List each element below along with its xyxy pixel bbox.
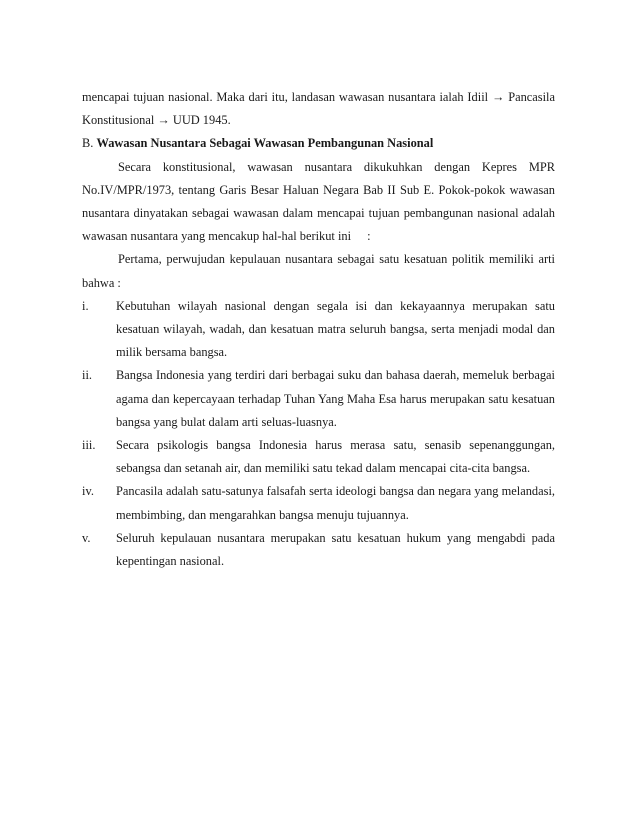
list-item [82,527,555,573]
roman-numeral-list [82,295,555,573]
list-item-text: Kebutuhan wilayah nasional dengan segala isi dan kekayaannya merupakan satu kesatuan wilayah, wadah, dan kesatuan matra seluruh bangsa, serta menjadi modal dan milik bersama bangsa. [116,298,555,360]
list-marker: ii. [82,368,92,383]
list-item [82,480,555,526]
paragraph-constitutional-text: Secara konstitusional, wawasan nusantara dikukuhkan dengan Kepres MPR No.IV/MPR/1973, tentang Garis Besar Haluan Negara Bab II Sub E. Pokok-pokok wawasan nusantara dinyatakan sebagai wawasan dalam mencapai tujuan pembangunan nasional adalah wawasan nusantara yang mencakup hal-hal berikut ini [82,159,555,244]
list-item-text: Pancasila adalah satu-satunya falsafah serta ideologi bangsa dan negara yang melandasi, membimbing, dan mengarahkan bangsa menuju tujuannya. [116,484,555,522]
intro-paragraph: mencapai tujuan nasional. Maka dari itu, landasan wawasan nusantara ialah Idiil → Pancasila Konstitusional → UUD 1945. [82,90,555,128]
list-item-text: Secara psikologis bangsa Indonesia harus merasa satu, senasib sepenanggungan, sebangsa dan setanah air, dan memiliki satu tekad dalam mencapai cita-cita bangsa. [116,438,555,476]
section-title: Wawasan Nusantara Sebagai Wawasan Pembangunan Nasional [96,136,434,151]
list-marker: iv. [82,484,94,499]
list-marker: iii. [82,438,96,453]
list-item-text: Bangsa Indonesia yang terdiri dari berbagai suku dan bahasa daerah, memeluk berbagai agama dan kepercayaan terhadap Tuhan Yang Maha Esa harus merupakan satu kesatuan bangsa yang bulat dalam arti seluas-luasnya. [116,368,555,429]
paragraph-constitutional [82,156,555,249]
list-marker: i. [82,298,89,313]
paragraph-constitutional-colon: : [367,229,371,244]
list-marker: v. [82,530,91,545]
list-item-text: Seluruh kepulauan nusantara merupakan satu kesatuan hukum yang mengabdi pada kepentingan nasional. [116,530,555,569]
list-item [82,295,555,365]
section-heading [82,132,555,155]
list-item [82,434,555,480]
paragraph-first-point: Pertama, perwujudan kepulauan nusantara sebagai satu kesatuan politik memiliki arti bahwa : [82,252,555,290]
page-body [82,86,555,573]
list-item [82,364,555,434]
section-number: B. [82,136,94,151]
